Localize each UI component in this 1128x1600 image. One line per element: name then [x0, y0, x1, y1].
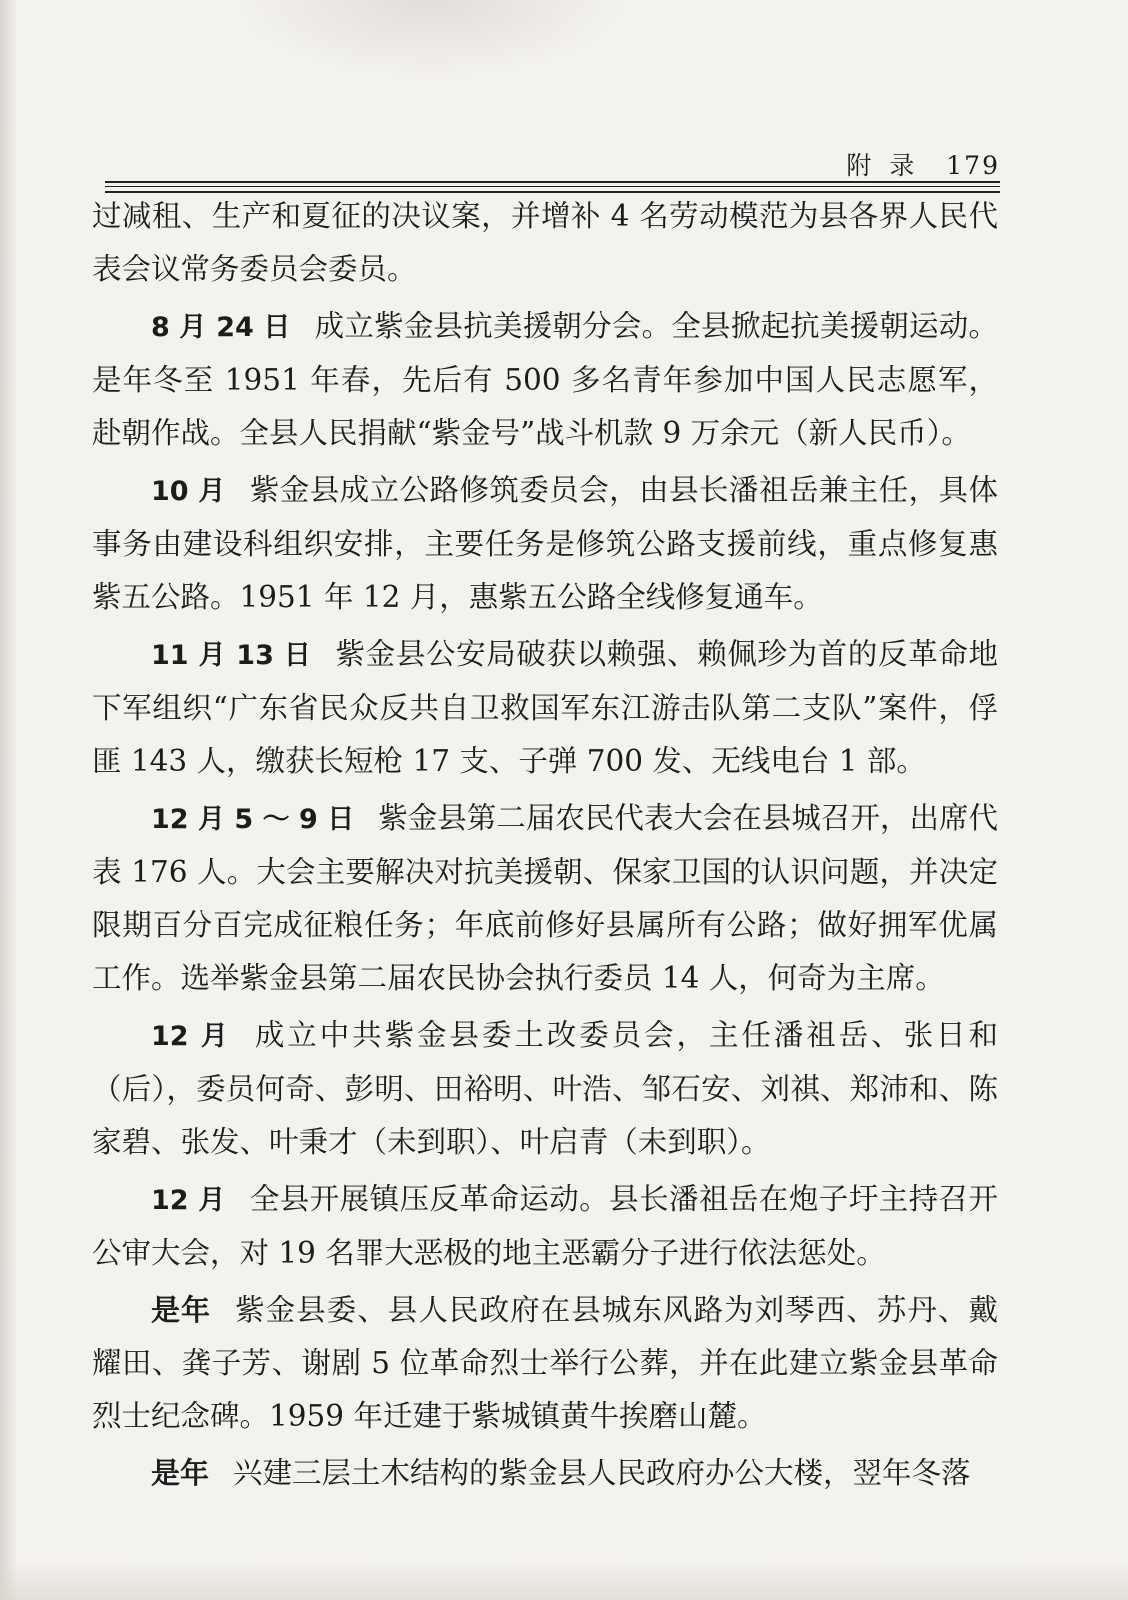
page-bottom-shadow	[0, 1560, 1128, 1600]
entry-date: 是年	[151, 1293, 212, 1327]
header-rule	[105, 186, 1000, 187]
entry-text: 紫金县委、县人民政府在县城东风路为刘琴西、苏丹、戴耀田、龚子芳、谢剧 5 位革命烈士举行公葬，并在此建立紫金县革命烈士纪念碑。1959 年迁建于紫城镇黄牛挨磨山麓。	[92, 1293, 998, 1433]
entry-text: 紫金县第二届农民代表大会在县城召开，出席代表 176 人。大会主要解决对抗美援朝、保家卫国的认识问题，并决定限期百分百完成征粮任务；年底前修好县属所有公路；做好拥军优属工作。选举紫金县第二届农民协会执行委员 14 人，何奇为主席。	[92, 801, 998, 995]
entry-text: 过减租、生产和夏征的决议案，并增补 4 名劳动模范为县各界人民代表会议常务委员会委员。	[92, 199, 998, 286]
chronicle-entry	[92, 1284, 998, 1443]
chronicle-entry	[92, 464, 998, 624]
running-header	[105, 140, 1000, 190]
entry-text: 紫金县成立公路修筑委员会，由县长潘祖岳兼主任，具体事务由建设科组织安排，主要任务是修筑公路支援前线，重点修复惠紫五公路。1951 年 12 月，惠紫五公路全线修复通车。	[92, 473, 998, 614]
chronicle-entry	[92, 792, 998, 1005]
entry-date: 12 月 5 ～ 9 日	[151, 804, 355, 835]
chronicle-entry	[92, 1009, 998, 1169]
entry-text: 紫金县公安局破获以赖强、赖佩珍为首的反革命地下军组织“广东省民众反共自卫救国军东江游击队第二支队”案件，俘匪 143 人，缴获长短枪 17 支、子弹 700 发、无线电台 1 部。	[92, 637, 998, 778]
entry-text: 成立中共紫金县委土改委员会，主任潘祖岳、张日和（后），委员何奇、彭明、田裕明、叶浩、邹石安、刘祺、郑沛和、陈家碧、张发、叶秉才（未到职）、叶启青（未到职）。	[92, 1018, 998, 1159]
header-rule	[105, 181, 1000, 183]
entry-text: 全县开展镇压反革命运动。县长潘祖岳在炮子圩主持召开公审大会，对 19 名罪大恶极的地主恶霸分子进行依法惩处。	[92, 1182, 998, 1270]
entry-date: 8 月 24 日	[151, 312, 291, 343]
entry-text: 成立紫金县抗美援朝分会。全县掀起抗美援朝运动。是年冬至 1951 年春，先后有 500 多名青年参加中国人民志愿军，赴朝作战。全县人民捐献“紫金号”战斗机款 9 万余元（新人民币）。	[92, 309, 998, 450]
entry-date: 是年	[151, 1456, 210, 1490]
entry-date: 12 月	[151, 1021, 231, 1052]
header-text	[846, 146, 1000, 182]
entry-text: 兴建三层土木结构的紫金县人民政府办公大楼，翌年冬落	[233, 1456, 971, 1490]
chronicle-entry	[92, 628, 998, 788]
page-number: 179	[946, 151, 1000, 180]
entry-date: 10 月	[151, 476, 226, 507]
chronicle-entry	[92, 190, 998, 296]
chronicle-entry	[92, 1447, 998, 1500]
chronicle-entry	[92, 1173, 998, 1280]
header-section-title: 附录	[846, 151, 933, 180]
page-left-edge-shadow	[0, 0, 16, 1600]
bleed-through-mark	[230, 0, 630, 80]
entry-date: 12 月	[151, 1185, 226, 1216]
chronicle-body	[92, 190, 998, 1500]
chronicle-entry	[92, 300, 998, 460]
entry-date: 11 月 13 日	[151, 640, 312, 671]
